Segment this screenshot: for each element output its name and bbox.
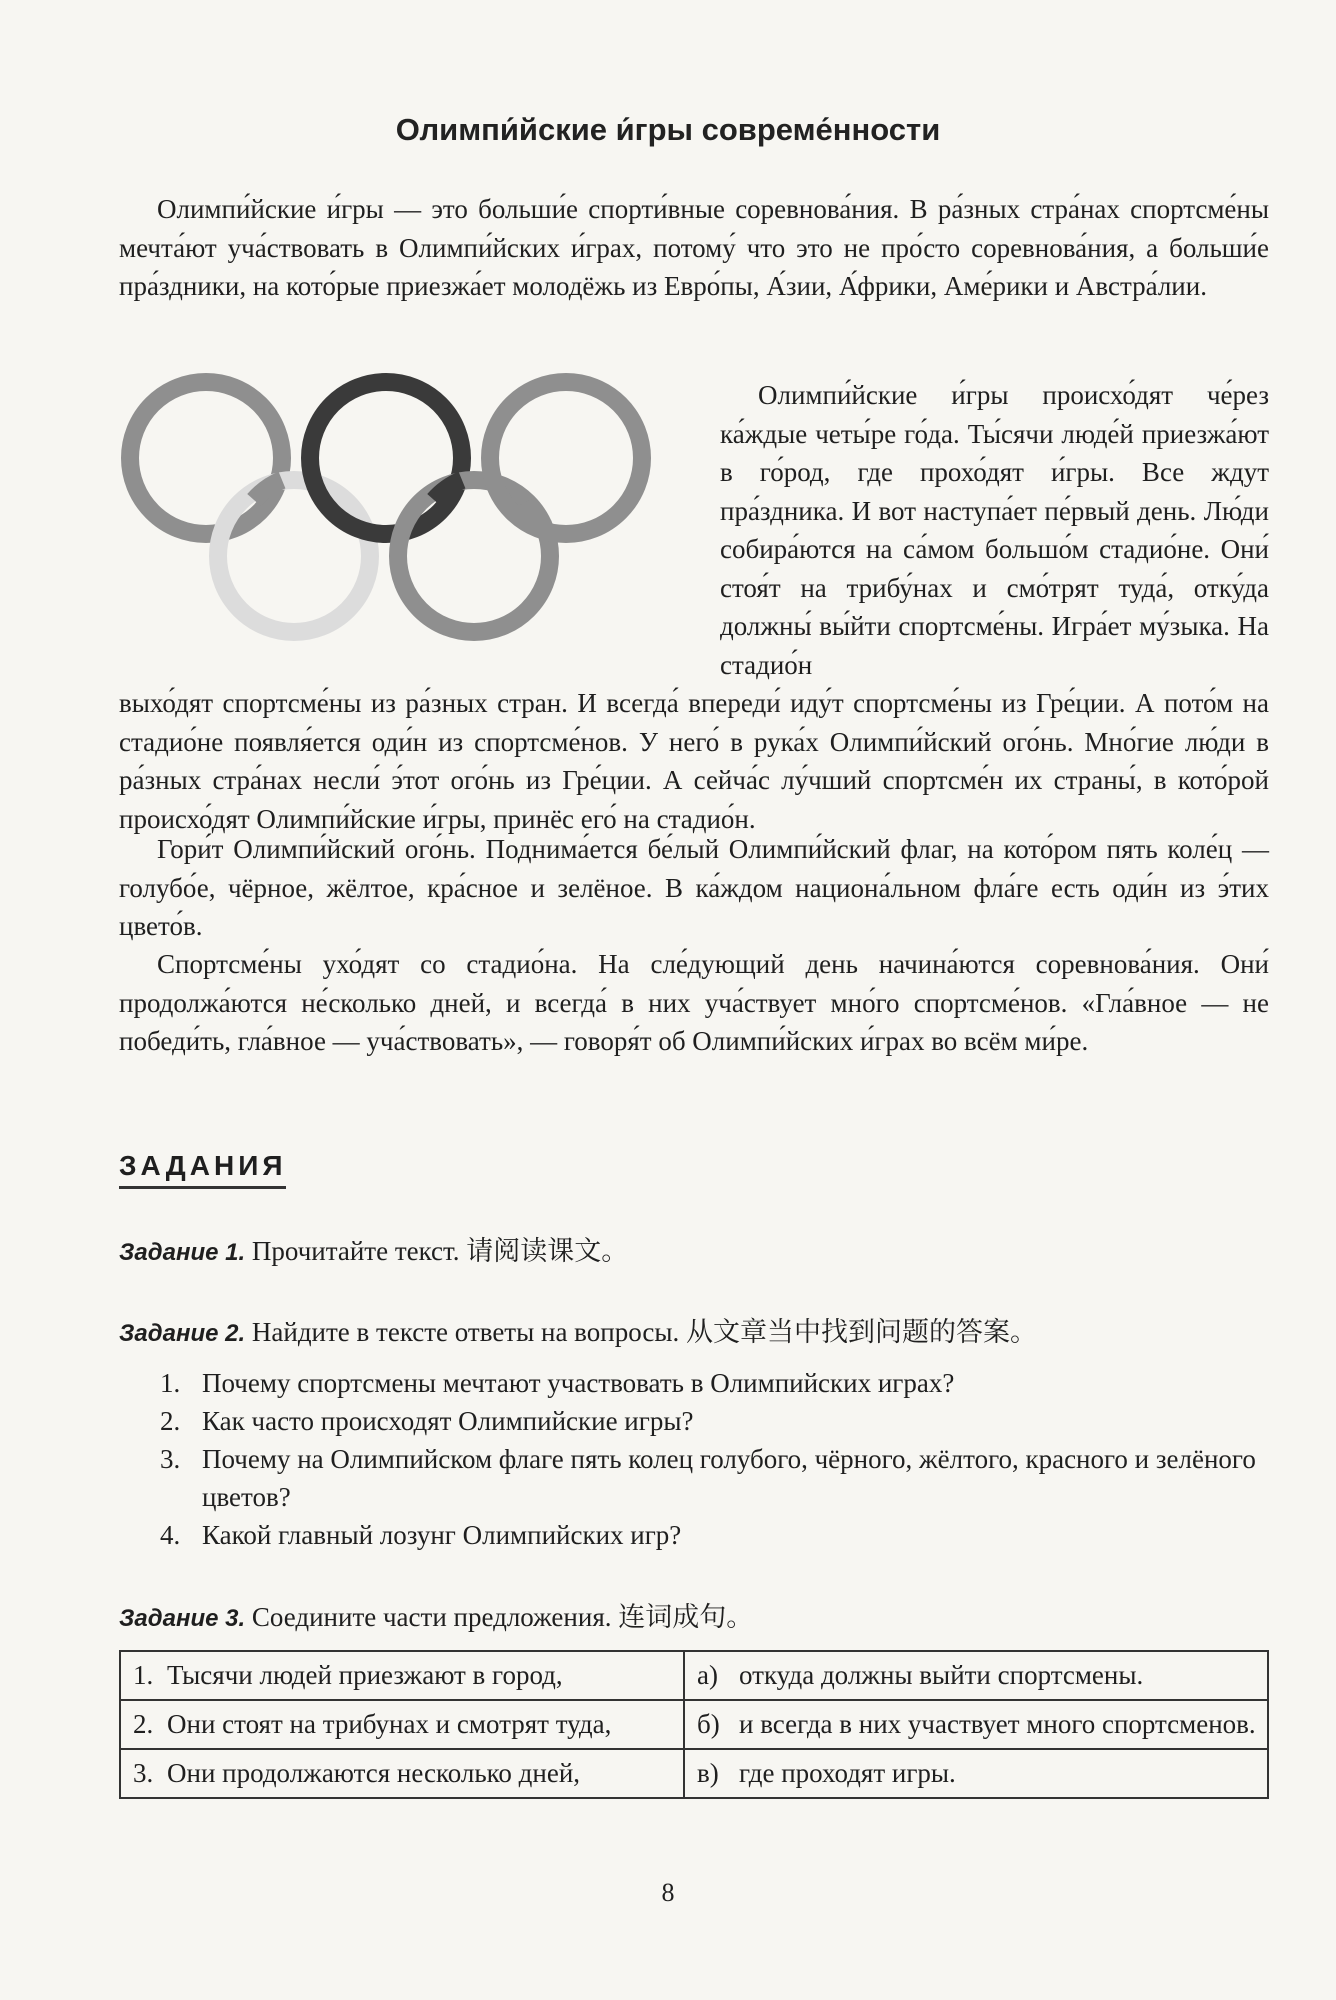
olympic-rings-illustration: [116, 368, 704, 646]
task-2-text: Найдите в тексте ответы на вопросы. 从文章当中找到问题的答案。: [251, 1317, 1037, 1347]
matching-table: [119, 1650, 1269, 1799]
option-letter: в): [697, 1758, 719, 1788]
table-cell-left: [120, 1651, 684, 1700]
sentence-end: где проходят игры.: [739, 1758, 956, 1788]
ring-top-left: [130, 382, 282, 534]
sentence-end: и всегда в них участвует много спортсменов.: [739, 1709, 1256, 1739]
page-number: 8: [661, 1878, 675, 1907]
task-3: [119, 1598, 1269, 1638]
paragraph-5: Спортсме́ны ухо́дят со стадио́на. На сле́дующий день начина́ются соревнова́ния. Они́ продолжа́ются не́сколько дней, и всегда́ в них уча́ствует мно́го спортсме́нов. «Гла́вное — не победи́ть, гла́вное — уча́ствовать», — говоря́т об Олимпи́йских и́грах во всём ми́ре.: [119, 949, 1269, 1056]
task-1: [119, 1232, 1269, 1272]
ring-top-middle: [310, 382, 462, 534]
list-item: [160, 1516, 1269, 1554]
question-text: Почему спортсмены мечтают участвовать в Олимпийских играх?: [202, 1368, 955, 1398]
questions-list: [160, 1364, 1269, 1554]
question-text: Почему на Олимпийском флаге пять колец голубого, чёрного, жёлтого, красного и зелёного цветов?: [202, 1444, 1256, 1512]
ring-bottom-left: [218, 480, 370, 632]
paragraph-4: Гори́т Олимпи́йский ого́нь. Поднима́ется бе́лый Олимпи́йский флаг, на кото́ром пять коле́ц — голубо́е, чёрное, жёлтое, кра́сное и зелёное. В ка́ждом национа́льном фла́ге есть оди́н из э́тих цвето́в.: [119, 834, 1269, 941]
page-title: Олимпи́йские и́гры совреме́нности: [395, 112, 941, 147]
table-row: [120, 1700, 1268, 1749]
table-row: [120, 1749, 1268, 1798]
table-cell-left: [120, 1749, 684, 1798]
sentence-start: Тысячи людей приезжают в город,: [167, 1660, 563, 1690]
paragraph-3: выхо́дят спортсме́ны из ра́зных стран. И всегда́ впереди́ иду́т спортсме́ны из Гре́ции. А пото́м на стадио́не появля́ется оди́н из спортсме́нов. У него́ в рука́х Олимпи́йский ого́нь. Мно́гие лю́ди в ра́зных стра́нах несли́ э́тот ого́нь из Гре́ции. А сейча́с лу́чший спортсме́н их страны́, в кото́рой происхо́дят Олимпи́йские и́гры, принёс его́ на стадио́н.: [119, 688, 1269, 834]
list-item: [160, 1364, 1269, 1402]
table-cell-right: [684, 1700, 1268, 1749]
task-3-label: Задание 3.: [119, 1605, 246, 1632]
list-item: [160, 1402, 1269, 1440]
question-number: 2.: [160, 1406, 181, 1436]
sentence-end: откуда должны выйти спортсмены.: [739, 1660, 1144, 1690]
question-number: 4.: [160, 1520, 181, 1550]
question-text: Как часто происходят Олимпийские игры?: [202, 1406, 694, 1436]
task-3-text: Соедините части предложения. 连词成句。: [251, 1602, 754, 1632]
paragraph-1: Олимпи́йские и́гры — это больши́е спорти́вные соревнова́ния. В ра́зных стра́нах спортсме́ны мечта́ют уча́ствовать в Олимпи́йских и́грах, потому́ что это не про́сто соревнова́ния, а больши́е пра́здники, на кото́рые приезжа́ет молодёжь из Евро́пы, А́зии, А́фрики, Аме́рики и Австра́лии.: [119, 194, 1269, 301]
table-cell-right: [684, 1749, 1268, 1798]
option-letter: а): [697, 1660, 718, 1690]
question-text: Какой главный лозунг Олимпийских игр?: [202, 1520, 682, 1550]
question-number: 3.: [160, 1444, 181, 1474]
task-2: [119, 1313, 1269, 1353]
table-row: [120, 1651, 1268, 1700]
list-item: [160, 1440, 1269, 1516]
task-1-text: Прочитайте текст. 请阅读课文。: [251, 1236, 629, 1266]
paragraph-2: Олимпи́йские и́гры происхо́дят че́рез ка́ждые четы́ре го́да. Ты́сячи люде́й приезжа́ют в го́род, где прохо́дят и́гры. Все ждут пра́здника. И вот наступа́ет пе́рвый день. Лю́ди собира́ются на са́мом большо́м стадио́не. Они́ стоя́т на трибу́нах и смо́трят туда́, отку́да должны́ вы́йти спортсме́ны. Игра́ет му́зыка. На стадио́н: [720, 380, 1269, 680]
option-letter: б): [697, 1709, 720, 1739]
sentence-start: Они продолжаются несколько дней,: [167, 1758, 581, 1788]
table-cell-right: [684, 1651, 1268, 1700]
sentence-start: Они стоят на трибунах и смотрят туда,: [167, 1709, 612, 1739]
row-number: 3.: [133, 1758, 154, 1788]
question-number: 1.: [160, 1368, 181, 1398]
table-cell-left: [120, 1700, 684, 1749]
row-number: 2.: [133, 1709, 154, 1739]
task-1-label: Задание 1.: [119, 1239, 246, 1266]
ring-top-right: [490, 382, 642, 534]
row-number: 1.: [133, 1660, 154, 1690]
task-2-label: Задание 2.: [119, 1320, 246, 1347]
tasks-heading: ЗАДАНИЯ: [119, 1150, 286, 1189]
